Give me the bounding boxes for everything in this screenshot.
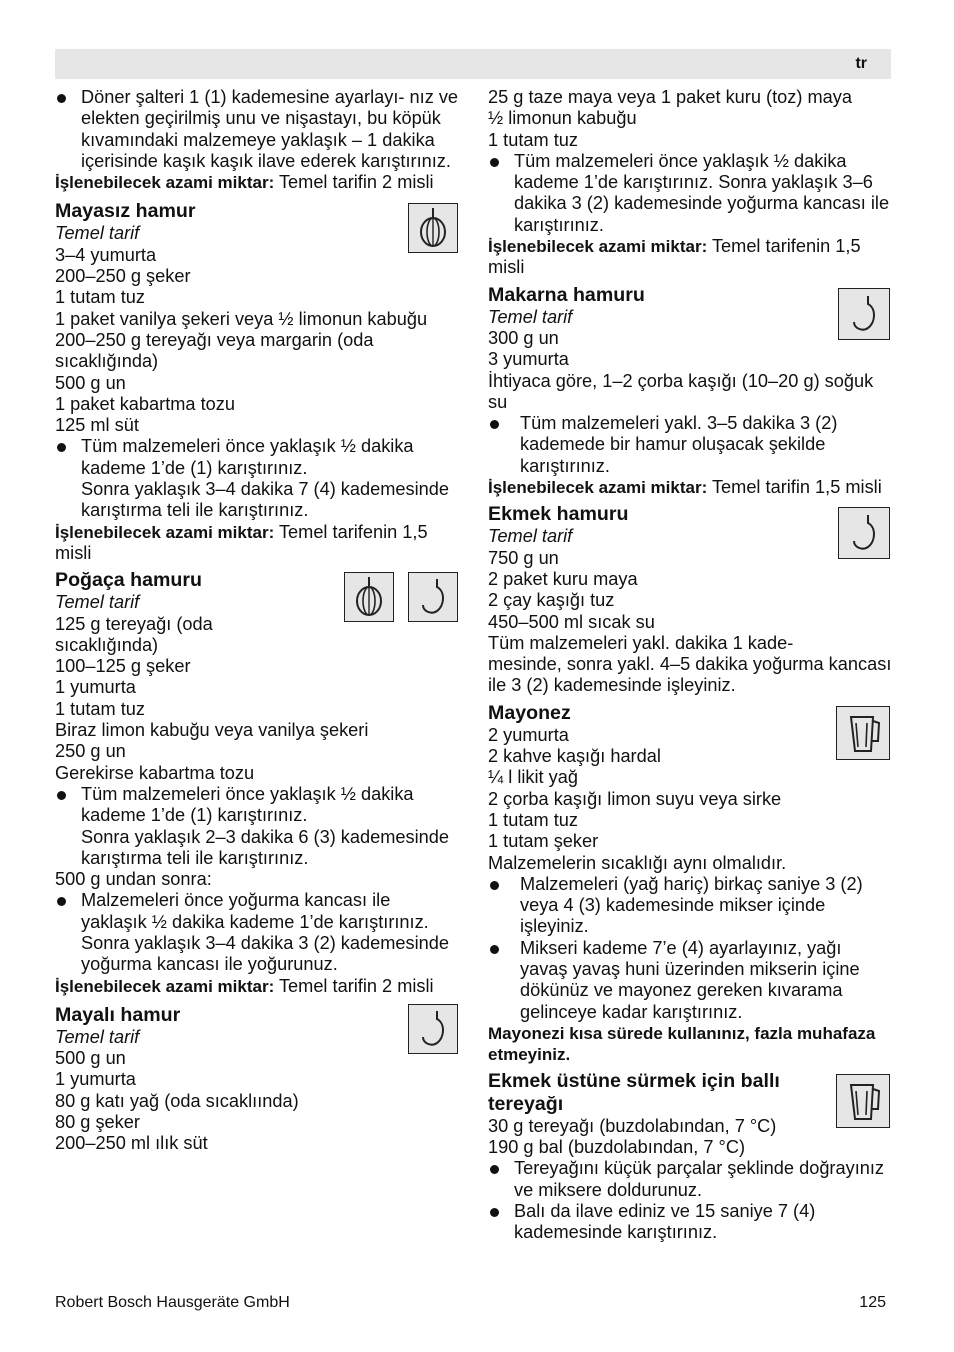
ingredient: 3–4 yumurta <box>55 244 157 265</box>
instruction-bullet: Malzemeleri (yağ hariç) birkaç saniye 3 (2) veya 4 (3) kademesinde mikser içinde işleyiniz. <box>488 874 892 938</box>
section-balli-tereyagi <box>488 1070 892 1244</box>
footer-company: Robert Bosch Hausgeräte GmbH <box>55 1294 290 1311</box>
ingredient: Gerekirse kabartma tozu <box>55 762 255 783</box>
section-subtitle: Temel tarif <box>488 306 573 327</box>
section-title: Mayonez <box>488 701 571 724</box>
ingredient: 1 tutam tuz <box>488 809 578 830</box>
section-mayasiz <box>55 200 460 564</box>
ingredient: 80 g katı yağ (oda sıcaklıında) <box>55 1090 299 1111</box>
ingredient: 190 g bal (buzdolabından, 7 °C) <box>488 1137 746 1158</box>
blender-jug-icon <box>836 706 890 760</box>
ingredient: 500 g un <box>55 372 126 393</box>
section-mayonez <box>488 702 892 1065</box>
max-label: İşlenebilecek azami miktar: <box>55 522 275 542</box>
instruction-bullet: Balı da ilave ediniz ve 15 saniye 7 (4) kademesinde karıştırınız. <box>488 1201 892 1244</box>
warning-text: Mayonezi kısa sürede kullanınız, fazla muhafaza etmeyiniz. <box>488 1023 876 1064</box>
section-ekmek <box>488 503 892 696</box>
section-title: Mayasız hamur <box>55 200 196 223</box>
ingredient: 500 g un <box>55 1048 126 1069</box>
max-label: İşlenebilecek azami miktar: <box>55 173 275 193</box>
section-icons <box>344 572 458 622</box>
max-amount <box>488 236 892 279</box>
max-label: İşlenebilecek azami miktar: <box>55 976 275 996</box>
after-text: 500 g undan sonra: <box>55 869 212 890</box>
whisk-icon <box>408 203 458 253</box>
intro-bullet: Döner şalteri 1 (1) kademesine ayarlayı- nız ve elekten geçirilmiş unu ve nişastayı, bu köpük kıvamındaki malzemeye yaklaşık – 1 dakika içerisinde kaşık kaşık ilave ederek karıştırınız. <box>55 87 460 172</box>
section-icons <box>836 1074 890 1128</box>
section-icons <box>408 1004 458 1054</box>
section-subtitle: Temel tarif <box>55 592 140 613</box>
max-value: Temel tarifin 1,5 misli <box>707 477 882 498</box>
ingredient: 30 g tereyağı (buzdolabından, 7 °C) <box>488 1115 777 1136</box>
ingredient: İhtiyaca göre, 1–2 çorba kaşığı (10–20 g) soğuk su <box>488 370 874 412</box>
max-amount <box>488 477 892 498</box>
left-column <box>55 87 460 1155</box>
right-column <box>488 87 892 1244</box>
ingredient: 200–250 g tereyağı veya margarin (oda sıcaklığında) <box>55 329 374 372</box>
ingredient: Malzemelerin sıcaklığı aynı olmalıdır. <box>488 852 787 873</box>
instruction-bullet: Tereyağını küçük parçalar şeklinde doğrayınız ve miksere doldurunuz. <box>488 1158 892 1201</box>
ingredient: 1 paket kabartma tozu <box>55 393 235 414</box>
ingredient: ¼ l likit yağ <box>488 767 578 788</box>
max-amount <box>55 522 460 565</box>
instruction-bullet: Tüm malzemeleri önce yaklaşık ½ dakika kademe 1’de (1) karıştırınız. Sonra yaklaşık 3–4 dakika 7 (4) kademesinde karıştırma teli ile karıştırınız. <box>55 436 460 521</box>
ingredient: 1 yumurta <box>55 677 136 698</box>
dough-hook-icon <box>408 572 458 622</box>
section-subtitle: Temel tarif <box>488 526 573 547</box>
ingredient: 2 yumurta <box>488 724 569 745</box>
ingredient: 450–500 ml sıcak su <box>488 611 655 632</box>
blender-jug-icon <box>836 1074 890 1128</box>
section-title: Ekmek üstüne sürmek için ballı tereyağı <box>488 1069 780 1115</box>
ingredient: 2 kahve kaşığı hardal <box>488 746 661 767</box>
section-icons <box>838 507 890 559</box>
ingredient: ½ limonun kabuğu <box>488 108 637 129</box>
ingredient: 1 tutam tuz <box>488 129 578 150</box>
max-value: Temel tarifenin 1,5 misli <box>55 521 428 563</box>
page-number: 125 <box>859 1294 886 1311</box>
section-subtitle: Temel tarif <box>55 223 140 244</box>
section-subtitle: Temel tarif <box>55 1026 140 1047</box>
ingredient: 2 çay kaşığı tuz <box>488 590 615 611</box>
intro-max-amount <box>55 172 460 193</box>
section-title: Mayalı hamur <box>55 1003 181 1026</box>
max-value: Temel tarifin 2 misli <box>274 975 434 996</box>
section-icons <box>408 203 458 253</box>
dough-hook-icon <box>838 288 890 340</box>
ingredient: 1 paket vanilya şekeri veya ½ limonun kabuğu <box>55 308 428 329</box>
max-amount <box>55 976 460 997</box>
section-title: Ekmek hamuru <box>488 503 629 526</box>
ingredient: 200–250 ml ılık süt <box>55 1133 208 1154</box>
max-label: İşlenebilecek azami miktar: <box>488 237 708 257</box>
max-label: İşlenebilecek azami miktar: <box>488 478 708 498</box>
instruction-bullet: Tüm malzemeleri yakl. 3–5 dakika 3 (2) kademede bir hamur oluşacak şekilde karıştırınız. <box>488 413 892 477</box>
instruction-bullet: Tüm malzemeleri önce yaklaşık ½ dakika kademe 1’de (1) karıştırınız. Sonra yaklaşık 2–3 dakika 6 (3) kademesinde karıştırma teli ile karıştırınız. <box>55 784 460 869</box>
ingredient: 300 g un <box>488 327 559 348</box>
language-code: tr <box>855 55 867 72</box>
whisk-icon <box>344 572 394 622</box>
max-value: Temel tarifin 2 misli <box>274 172 434 193</box>
ingredient: 750 g un <box>488 547 559 568</box>
ingredient: 125 ml süt <box>55 415 139 436</box>
instruction-bullet: Malzemeleri önce yoğurma kancası ile yaklaşık ½ dakika kademe 1’de karıştırınız. Sonra yaklaşık 3–4 dakika 3 (2) kademesinde yoğurma kancası ile yoğurunuz. <box>55 890 460 975</box>
ingredient: 1 tutam tuz <box>55 698 145 719</box>
header-bar <box>55 49 891 79</box>
instruction-bullet: Tüm malzemeleri önce yaklaşık ½ dakika kademe 1’de karıştırınız. Sonra yaklaşık 3–6 dakika 3 (2) kademesinde yoğurma kancası ile karıştırınız. <box>488 151 892 236</box>
max-value: Temel tarifenin 1,5 misli <box>488 236 861 278</box>
section-pogaca <box>55 569 460 997</box>
ingredient: 1 tutam tuz <box>55 287 145 308</box>
section-title: Makarna hamuru <box>488 283 645 306</box>
dough-hook-icon <box>838 507 890 559</box>
ingredient: 3 yumurta <box>488 349 569 370</box>
instruction-text: Tüm malzemeleri yakl. dakika 1 kade- mesinde, sonra yakl. 4–5 dakika yoğurma kancası ile 3 (2) kademesinde işleyiniz. <box>488 632 892 696</box>
ingredient: Biraz limon kabuğu veya vanilya şekeri <box>55 720 369 741</box>
ingredient: 125 g tereyağı (oda sıcaklığında) <box>55 613 213 655</box>
instruction-bullet: Mikseri kademe 7’e (4) ayarlayınız, yağı yavaş yavaş huni üzerinden mikserin içine dökünüz ve mayonez gereken kıvarama gelinceye kadar karıştırınız. <box>488 938 892 1023</box>
dough-hook-icon <box>408 1004 458 1054</box>
ingredient: 80 g şeker <box>55 1112 140 1133</box>
ingredient: 200–250 g şeker <box>55 266 191 287</box>
ingredient: 1 tutam şeker <box>488 831 599 852</box>
section-makarna <box>488 284 892 499</box>
ingredient: 250 g un <box>55 741 126 762</box>
ingredient: 25 g taze maya veya 1 paket kuru (toz) maya <box>488 87 852 107</box>
ingredient: 2 çorba kaşığı limon suyu veya sirke <box>488 788 782 809</box>
section-title: Poğaça hamuru <box>55 569 202 592</box>
section-icons <box>836 706 890 760</box>
ingredient: 2 paket kuru maya <box>488 568 638 589</box>
ingredient: 100–125 g şeker <box>55 656 191 677</box>
section-mayali <box>55 1004 460 1155</box>
section-icons <box>838 288 890 340</box>
ingredient: 1 yumurta <box>55 1069 136 1090</box>
